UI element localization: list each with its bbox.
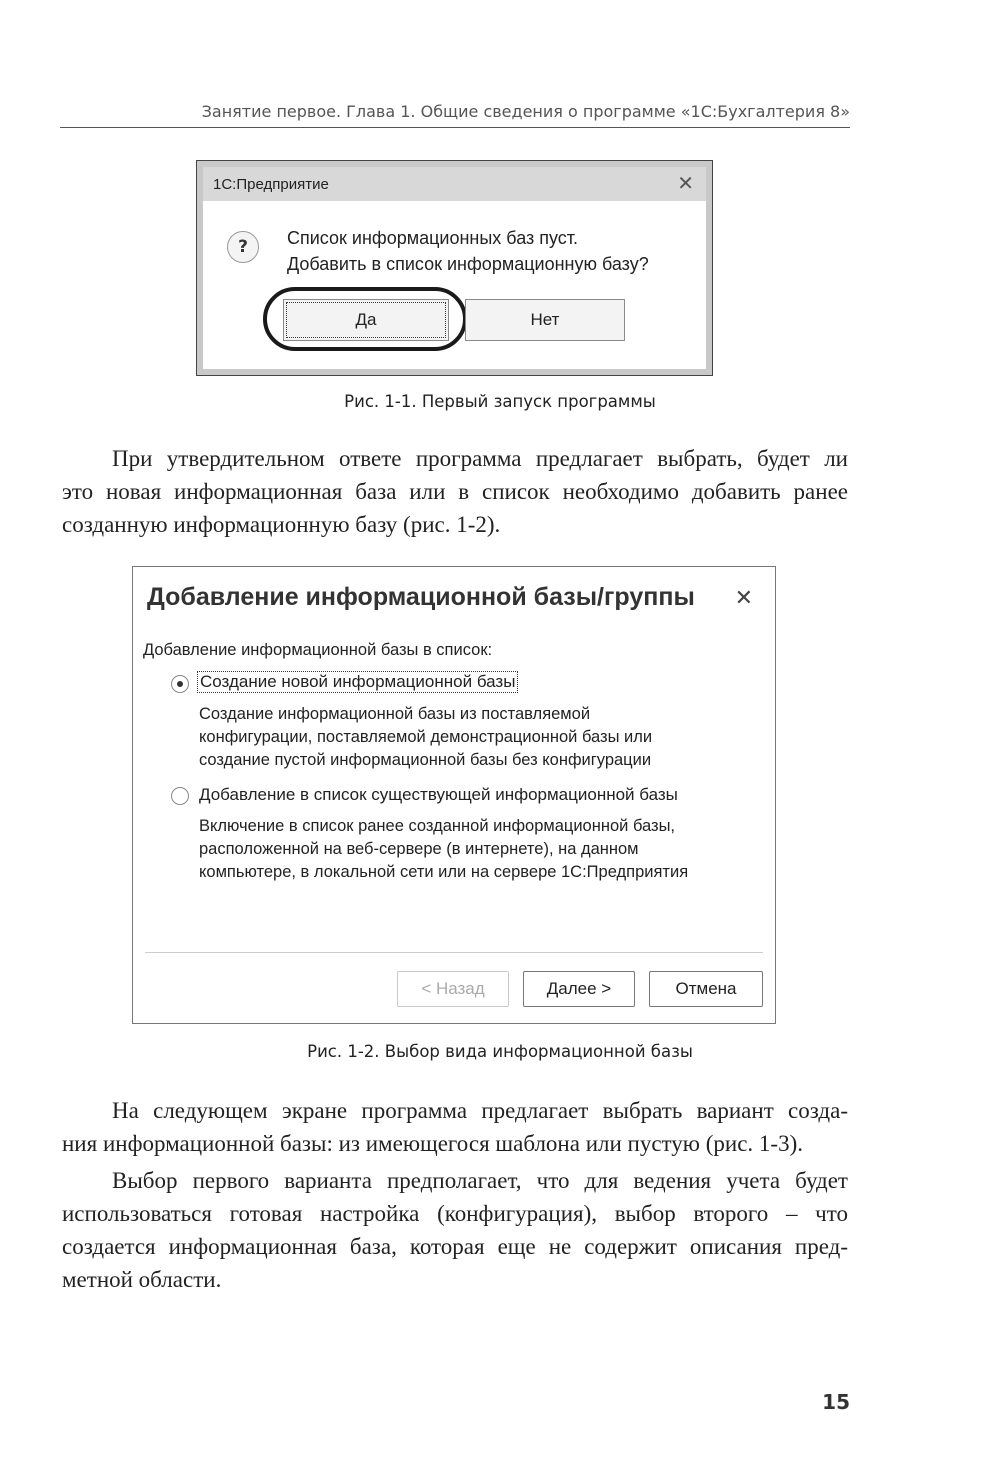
paragraph-line: это новая информационная база или в список необходимо добавить ранее xyxy=(62,479,848,504)
message-line: Список информационных баз пуст. xyxy=(287,228,579,248)
paragraph-line: При утвердительном ответе программа предлагает выбрать, будет ли xyxy=(112,446,848,471)
radio-create-new[interactable] xyxy=(171,675,189,693)
dialog-titlebar xyxy=(203,167,706,201)
question-icon: ? xyxy=(227,231,259,263)
paragraph-line: использоваться готовая настройка (конфигурация), выбор второго – что xyxy=(62,1201,848,1226)
desc-line: компьютере, в локальной сети или на сервере 1С:Предприятия xyxy=(199,863,689,881)
dialog-body xyxy=(203,201,706,369)
option-add-existing-label[interactable]: Добавление в список существующей информационной базы xyxy=(199,785,678,804)
close-icon[interactable]: ✕ xyxy=(677,173,694,195)
desc-line: Включение в список ранее созданной информационной базы, xyxy=(199,817,676,835)
dialog-title: Добавление информационной базы/группы xyxy=(147,583,695,611)
close-icon[interactable]: ✕ xyxy=(734,585,753,610)
body-paragraph xyxy=(62,1164,848,1296)
option-description xyxy=(199,815,688,884)
body-paragraph xyxy=(62,442,848,541)
divider xyxy=(145,952,763,953)
back-button[interactable]: < Назад xyxy=(397,971,509,1007)
running-header: Занятие первое. Глава 1. Общие сведения о программе «1С:Бухгалтерия 8» xyxy=(60,102,850,128)
confirm-dialog xyxy=(196,160,713,376)
desc-line: конфигурации, поставляемой демонстрационной базы или xyxy=(199,728,653,746)
page-number: 15 xyxy=(822,1390,850,1414)
add-infobase-dialog xyxy=(132,566,776,1024)
dialog-message xyxy=(287,225,649,277)
figure-caption: Рис. 1-2. Выбор вида информационной базы xyxy=(307,1042,693,1061)
next-button[interactable]: Далее > xyxy=(523,971,635,1007)
cancel-button[interactable]: Отмена xyxy=(649,971,763,1007)
section-label: Добавление информационной базы в список: xyxy=(143,641,493,659)
paragraph-line: Выбор первого варианта предполагает, что для ведения учета будет xyxy=(112,1168,848,1193)
paragraph-line: метной области. xyxy=(62,1267,222,1292)
paragraph-line: ния информационной базы: из имеющегося шаблона или пустую (рис. 1-3). xyxy=(62,1131,803,1156)
message-line: Добавить в список информационную базу? xyxy=(287,254,649,274)
option-description xyxy=(199,703,652,772)
option-create-new-label[interactable]: Создание новой информационной базы xyxy=(197,671,518,693)
desc-line: расположенной на веб-сервере (в интернете), на данном xyxy=(199,840,639,858)
radio-add-existing[interactable] xyxy=(171,787,189,805)
paragraph-line: созданную информационную базу (рис. 1-2). xyxy=(62,512,501,537)
paragraph-line: На следующем экране программа предлагает выбрать вариант созда- xyxy=(112,1098,848,1123)
desc-line: Создание информационной базы из поставляемой xyxy=(199,705,591,723)
figure-caption: Рис. 1-1. Первый запуск программы xyxy=(344,392,656,411)
yes-button[interactable]: Да xyxy=(283,299,449,341)
no-button[interactable]: Нет xyxy=(465,299,625,341)
body-paragraph xyxy=(62,1094,848,1160)
dialog-title: 1С:Предприятие xyxy=(213,176,329,193)
desc-line: создание пустой информационной базы без конфигурации xyxy=(199,751,652,769)
paragraph-line: создается информационная база, которая еще не содержит описания пред- xyxy=(62,1234,848,1259)
